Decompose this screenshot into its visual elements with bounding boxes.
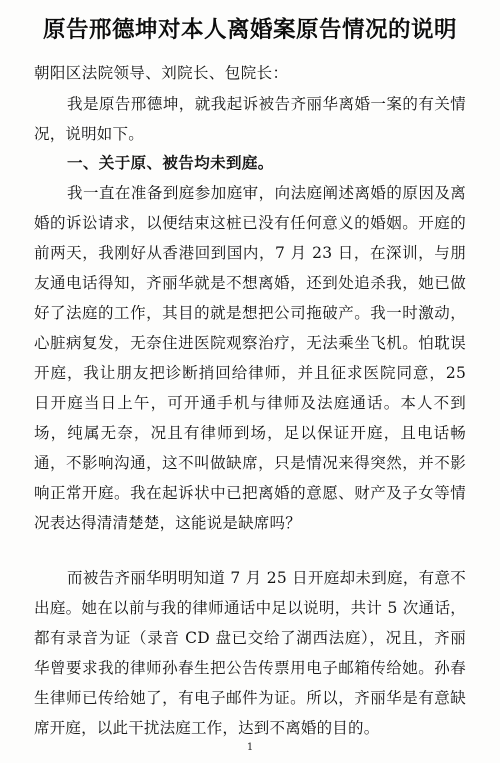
section-heading: 一、关于原、被告均未到庭。	[67, 153, 274, 172]
addressee-line: 朝阳区法院领导、刘院长、包院长：	[34, 64, 289, 82]
body-paragraph-1: 我一直在准备到庭参加庭审，向法庭阐述离婚的原因及离婚的诉讼请求，以便结束这桩已没有任何意义的婚姻。开庭的前两天，我刚好从香港回到国内，7 月 23 日，在深训，与朋友通电话得知，齐丽华就是不想离婚，还到处追杀我，她已做好了法庭的工作，其目的就是想把公司拖破产。我一时激动，心脏病复发，无奈住进医院观察治疗，无法乘坐飞机。怕耽误开庭，我让朋友把诊断捎回给律师，并且征求医院同意，25 日开庭当日上午，可开通手机与律师及法庭通话。本人不到场，纯属无奈，况且有律师到场，足以保证开庭，且电话畅通，不影响沟通，这不叫做缺席，只是情况来得突然，并不影响正常开庭。我在起诉状中已把离婚的意愿、财产及子女等情况表达得清清楚楚，这能说是缺席吗？	[34, 184, 466, 532]
page-number: 1	[246, 742, 254, 753]
document-title: 原告邢德坤对本人离婚案原告情况的说明	[42, 17, 457, 43]
body-paragraph-2: 而被告齐丽华明明知道 7 月 25 日开庭却未到庭，有意不出庭。她在以前与我的律师通话中足以说明，共计 5 次通话，都有录音为证（录音 CD 盘已交给了湖西法庭），况且，齐丽华曾要求我的律师孙春生把公告传票用电子邮箱传给她。孙春生律师已传给她了，有电子邮件为证。所以，齐丽华是有意缺席开庭，以此干扰法庭工作，达到不离婚的目的。	[34, 569, 466, 737]
intro-paragraph: 我是原告邢德坤，就我起诉被告齐丽华离婚一案的有关情况，说明如下。	[34, 95, 466, 143]
